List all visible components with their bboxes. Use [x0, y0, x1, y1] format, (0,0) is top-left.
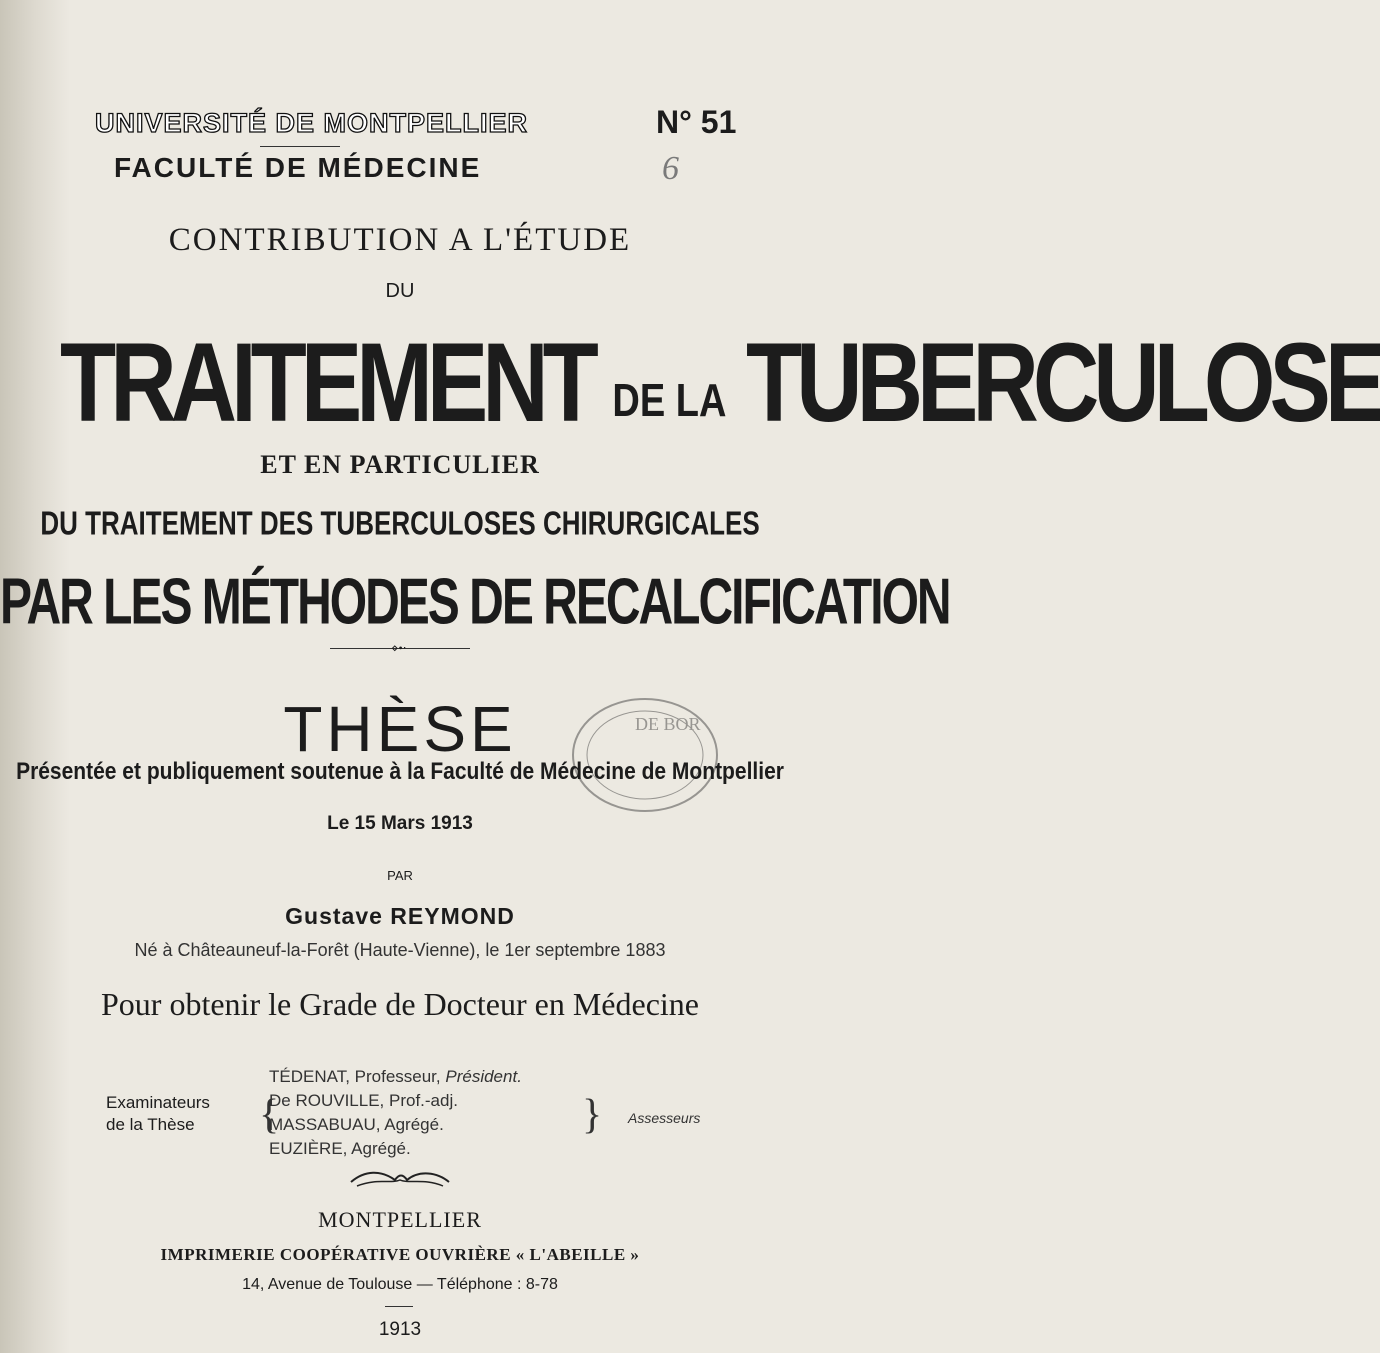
degree-line: Pour obtenir le Grade de Docteur en Médecine [101, 986, 699, 1022]
jury-member: MASSABUAU, Agrégé. [269, 1115, 444, 1134]
examiners-label-line1: Examinateurs [106, 1093, 210, 1112]
title-line-1: CONTRIBUTION A L'ÉTUDE [168, 222, 632, 258]
assessors-label: Assesseurs [628, 1110, 701, 1126]
thesis-number: N° 51 [656, 104, 737, 140]
imprint-year: 1913 [378, 1319, 422, 1340]
ornament-mark: ⋄•⋅ [391, 641, 407, 655]
title-main-part1: TRAITEMENT [60, 320, 593, 446]
title-line-2: DU [385, 280, 415, 302]
title-main-connector: DE LA [612, 375, 727, 427]
university-name: UNIVERSITÉ DE MONTPELLIER [95, 108, 529, 138]
imprint-rule [385, 1306, 413, 1307]
title-main [60, 320, 1380, 462]
title-line-6: PAR LES MÉTHODES DE RECALCIFICATION [0, 566, 950, 639]
imprint-city: MONTPELLIER [318, 1207, 482, 1232]
header-rule [260, 146, 340, 147]
jury-member: TÉDENAT, Professeur, Président. [269, 1067, 522, 1086]
pencil-mark: 6 [662, 150, 679, 187]
title-line-4: ET EN PARTICULIER [260, 450, 540, 479]
presentation-line: Présentée et publiquement soutenue à la Faculté de Médecine de Montpellier [16, 758, 784, 785]
thesis-heading: THÈSE [283, 693, 517, 765]
vignette-ornament-icon [347, 1168, 453, 1190]
title-main-part2: TUBERCULOSE [745, 320, 1380, 446]
imprint-address: 14, Avenue de Toulouse — Téléphone : 8-78 [242, 1276, 558, 1293]
stamp-text: DE BOR [635, 714, 701, 734]
defense-date: Le 15 Mars 1913 [327, 813, 473, 834]
jury-member: EUZIÈRE, Agrégé. [269, 1139, 411, 1158]
imprint-printer: IMPRIMERIE COOPÉRATIVE OUVRIÈRE « L'ABEILLE » [160, 1245, 640, 1264]
by-label: PAR [387, 868, 413, 883]
jury-brace-left: { [259, 1092, 280, 1138]
jury-brace-right: } [582, 1092, 603, 1138]
title-line-5: DU TRAITEMENT DES TUBERCULOSES CHIRURGICALES [40, 503, 760, 543]
library-stamp-icon [565, 690, 725, 820]
jury-member: De ROUVILLE, Prof.-adj. [269, 1091, 458, 1110]
author-birth: Né à Châteauneuf-la-Forêt (Haute-Vienne), le 1er septembre 1883 [134, 940, 666, 960]
faculty-name: FACULTÉ DE MÉDECINE [114, 152, 482, 183]
examiners-label-line2: de la Thèse [106, 1115, 195, 1134]
author-name: Gustave REYMOND [285, 903, 515, 929]
examiners-label [106, 1092, 210, 1136]
jury-list [269, 1065, 522, 1161]
